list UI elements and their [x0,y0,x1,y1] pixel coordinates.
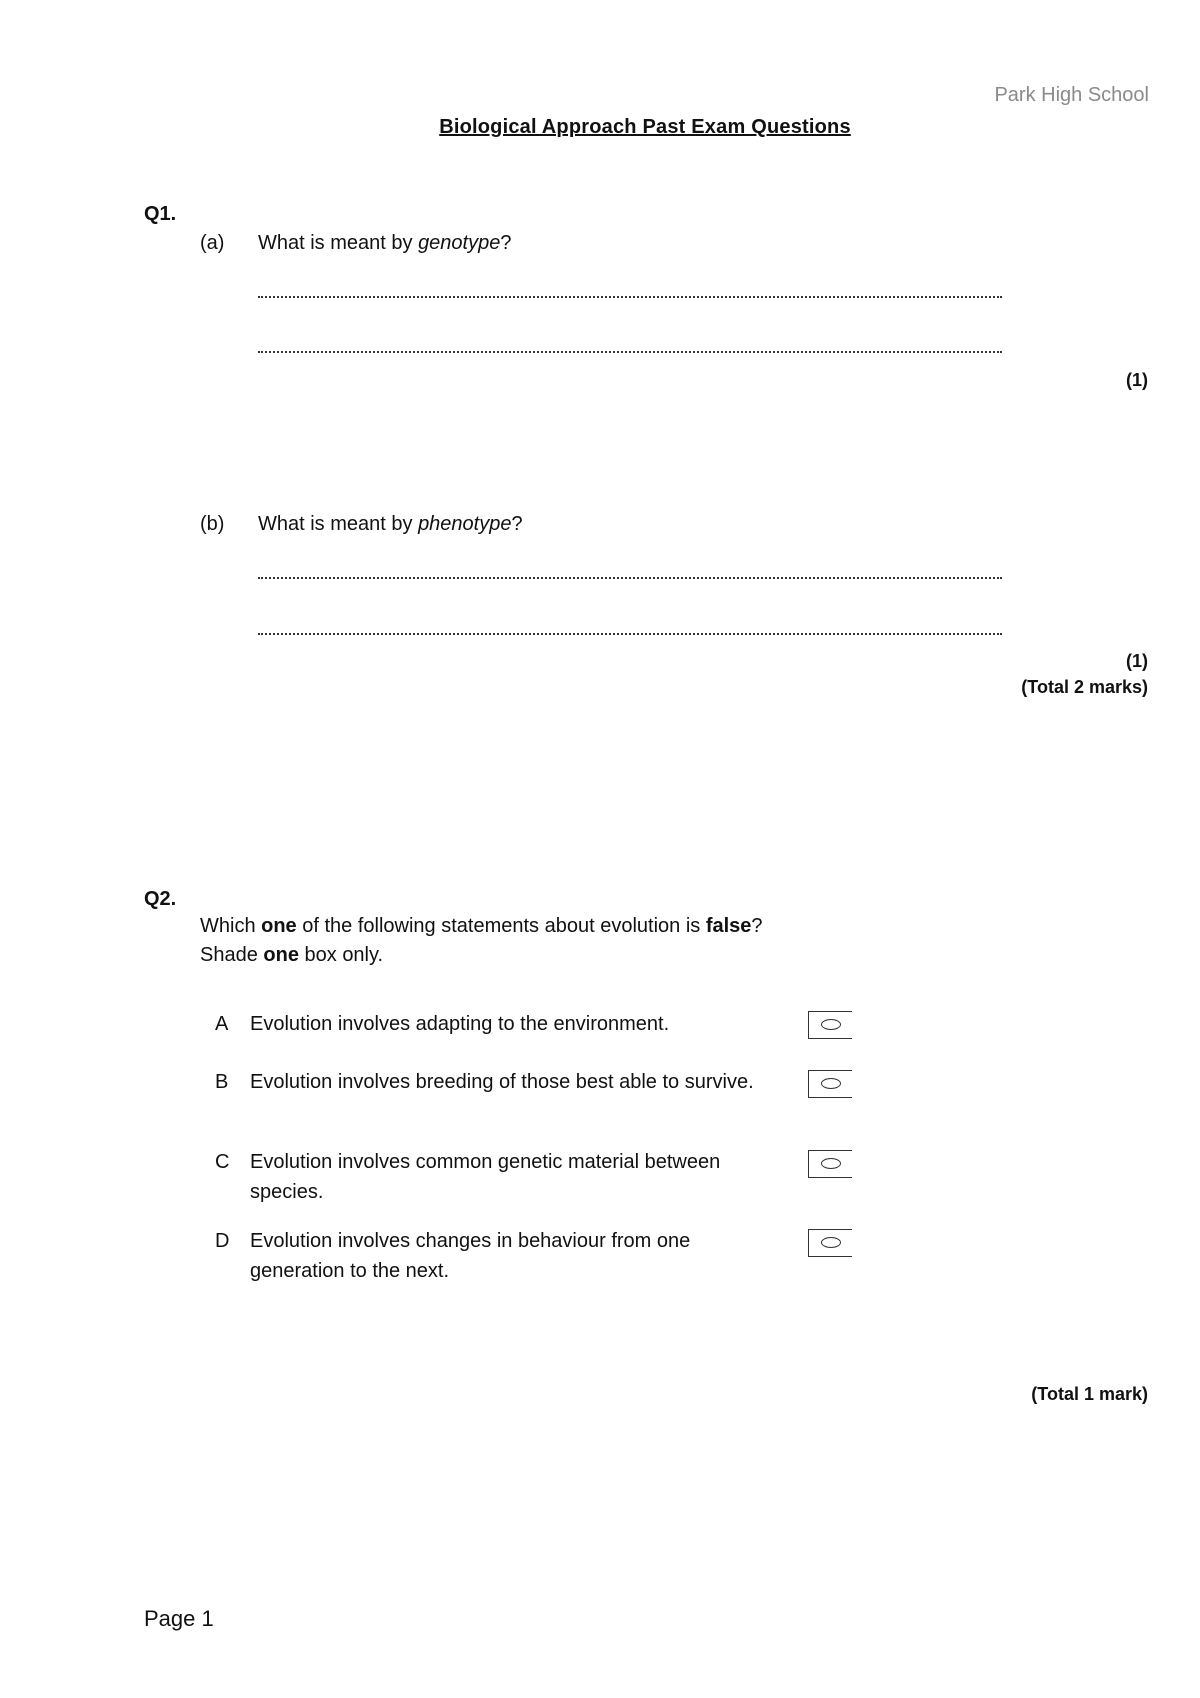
q1-part-a-mark: (1) [1126,370,1148,390]
q1-part-a-term: genotype [418,232,501,254]
option-c-oval-icon[interactable] [821,1158,841,1169]
q2-line1-bold-false: false [705,915,752,937]
q2-line2-text-2: box only. [298,944,384,966]
q1-part-a-answer-line-2[interactable] [258,343,1002,353]
option-a-oval-icon[interactable] [821,1019,841,1030]
page-title: Biological Approach Past Exam Questions [439,116,851,138]
q1-part-b-answer-line-1[interactable] [258,569,1002,579]
q2-line1-text-3: ? [751,915,763,937]
q2-instruction-line-1 [200,912,763,941]
q1-part-b-prefix: What is meant by [258,513,419,535]
page-number: Page 1 [144,1606,214,1631]
option-d-letter: D [215,1230,230,1252]
option-d-answer-box[interactable] [808,1229,852,1257]
q1-part-b-label: (b) [200,513,225,535]
school-name: Park High School [994,84,1149,106]
q2-line1-text-1: Which [200,915,262,937]
option-c-answer-box[interactable] [808,1150,852,1178]
option-c-letter: C [215,1151,230,1173]
option-b-answer-box[interactable] [808,1070,852,1098]
question-number-q2: Q2. [144,888,177,910]
q1-part-b-mark: (1) [1126,651,1148,671]
q2-total-marks: (Total 1 mark) [1031,1384,1148,1404]
q1-part-a-label: (a) [200,232,225,254]
option-a-text: Evolution involves adapting to the environment. [250,1013,670,1035]
q1-part-b-suffix: ? [511,513,523,535]
option-b-oval-icon[interactable] [821,1078,841,1089]
q1-part-a-suffix: ? [500,232,512,254]
q1-part-a-prefix: What is meant by [258,232,419,254]
q1-part-b-term: phenotype [418,513,512,535]
option-c-text: Evolution involves common genetic material between species. [250,1151,721,1203]
option-a-answer-box[interactable] [808,1011,852,1039]
q2-line1-text-2: of the following statements about evolution is [296,915,706,937]
q1-part-a-answer-line-1[interactable] [258,288,1002,298]
q1-part-b-question [258,513,523,536]
option-d-text: Evolution involves changes in behaviour from one generation to the next. [250,1230,691,1282]
q1-total-marks: (Total 2 marks) [1021,677,1148,697]
option-a-letter: A [215,1013,229,1035]
q2-line2-text-1: Shade [200,944,264,966]
q2-line1-bold-one: one [261,915,297,937]
q1-part-a-question [258,232,511,255]
option-b-text: Evolution involves breeding of those best able to survive. [250,1071,754,1093]
q1-part-b-answer-line-2[interactable] [258,625,1002,635]
option-b-letter: B [215,1071,229,1093]
question-number-q1: Q1. [144,203,177,225]
q2-line2-bold-one: one [263,944,299,966]
q2-instruction-line-2 [200,941,383,970]
option-d-oval-icon[interactable] [821,1237,841,1248]
